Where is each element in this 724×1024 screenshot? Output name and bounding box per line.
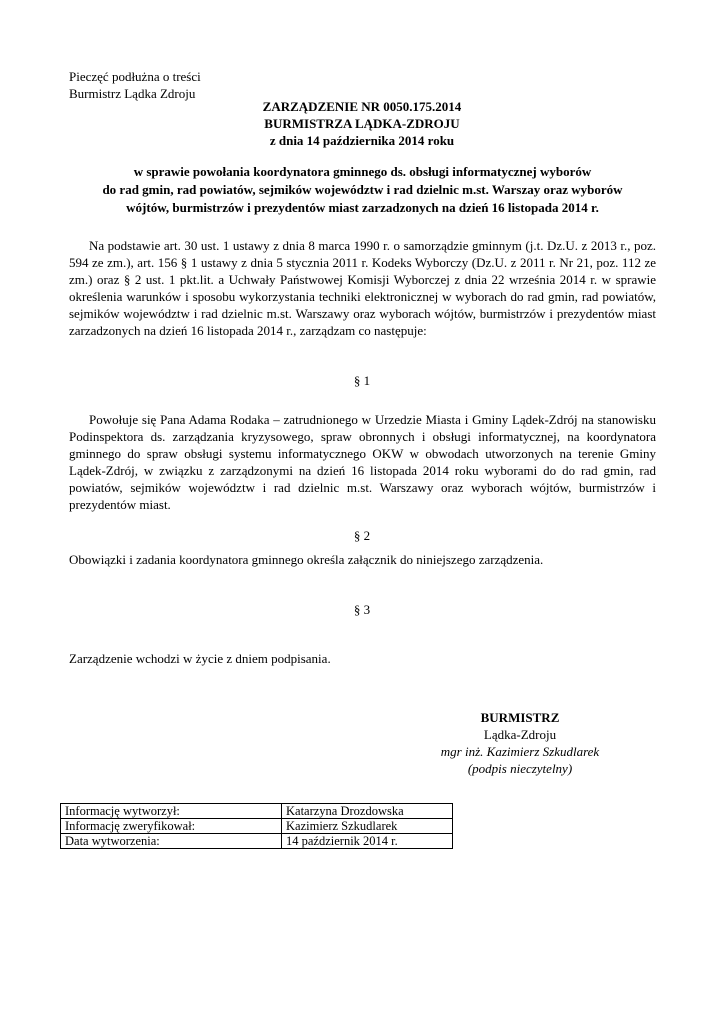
section-1-text: Powołuje się Pana Adama Rodaka – zatrudnionego w Urzedzie Miasta i Gminy Lądek-Zdrój na stanowisku Podinspektora ds. zarządzania kryzysowego, spraw obronnych i obsługi informatycznej, na koordynatora gminnego do spraw obsługi systemu informatycznego OKW w obwodach utworzonych na terenie Gminy Lądek-Zdrój, w związku z zarządzonymi na dzień 16 listopada 2014 roku wyborami do do rad gmin, rad powiatów, sejmików województw i rad dzielnic m.st. Warszawy oraz wyborach wójtów, burmistrzów i prezydentów miast. xyxy=(69,412,656,512)
signature-place: Lądka-Zdroju xyxy=(483,727,557,742)
stamp-line-1: Pieczęć podłużna o treści xyxy=(69,69,201,84)
subject-line-3: wójtów, burmistrzów i prezydentów miast zarzadzonych na dzień 16 listopada 2014 r. xyxy=(126,200,599,215)
signature-block xyxy=(390,709,650,777)
section-3-text: Zarządzenie wchodzi w życie z dniem podpisania. xyxy=(69,651,331,666)
section-3-mark: § 3 xyxy=(353,602,371,617)
info-label: Informację zweryfikował: xyxy=(61,819,282,834)
info-value: Kazimierz Szkudlarek xyxy=(282,819,453,834)
stamp-line-2: Burmistrz Lądka Zdroju xyxy=(69,86,196,101)
signature-note: (podpis nieczytelny) xyxy=(467,761,573,776)
document-authority: BURMISTRZA LĄDKA-ZDROJU xyxy=(264,116,460,131)
subject-line-1: w sprawie powołania koordynatora gminnego ds. obsługi informatycznej wyborów xyxy=(133,164,592,179)
document-date: z dnia 14 października 2014 roku xyxy=(269,133,455,148)
signature-name: mgr inż. Kazimierz Szkudlarek xyxy=(440,744,600,759)
table-row xyxy=(61,819,453,834)
section-2-mark: § 2 xyxy=(353,528,371,543)
document-header xyxy=(0,98,724,149)
table-row xyxy=(61,804,453,819)
section-2-text: Obowiązki i zadania koordynatora gminnego określa załącznik do niniejszego zarządzenia. xyxy=(69,552,544,567)
info-label: Informację wytworzył: xyxy=(61,804,282,819)
preamble-paragraph: Na podstawie art. 30 ust. 1 ustawy z dnia 8 marca 1990 r. o samorządzie gminnym (j.t. Dz.U. z 2013 r., poz. 594 ze zm.), art. 156 § 1 ustawy z dnia 5 stycznia 2011 r. Kodeks Wyborczy (Dz.U. z 2011 r. Nr 21, poz. 112 ze zm.) oraz § 2 ust. 1 pkt.lit. a Uchwały Państwowej Komisji Wyborczej z dnia 22 września 2014 r. w sprawie określenia warunków i sposobu wykorzystania techniki elektronicznej w wyborach do rad gmin, rad powiatów, sejmików województw i rad dzielnic m.st. Warszawy oraz wyborach wójtów, burmistrzów i prezydentów miast zarzadzonych na dzień 16 listopada 2014 r., zarządzam co następuje: xyxy=(69,238,656,338)
info-value: 14 październik 2014 r. xyxy=(282,834,453,849)
info-table xyxy=(60,803,453,849)
info-label: Data wytworzenia: xyxy=(61,834,282,849)
info-value: Katarzyna Drozdowska xyxy=(282,804,453,819)
table-row xyxy=(61,834,453,849)
document-subject xyxy=(60,163,665,217)
subject-line-2: do rad gmin, rad powiatów, sejmików województw i rad dzielnic m.st. Warszay oraz wyborów xyxy=(102,182,623,197)
document-title: ZARZĄDZENIE NR 0050.175.2014 xyxy=(262,99,462,114)
stamp-note xyxy=(69,68,201,102)
signature-title: BURMISTRZ xyxy=(480,710,560,725)
section-1-mark: § 1 xyxy=(353,373,371,388)
